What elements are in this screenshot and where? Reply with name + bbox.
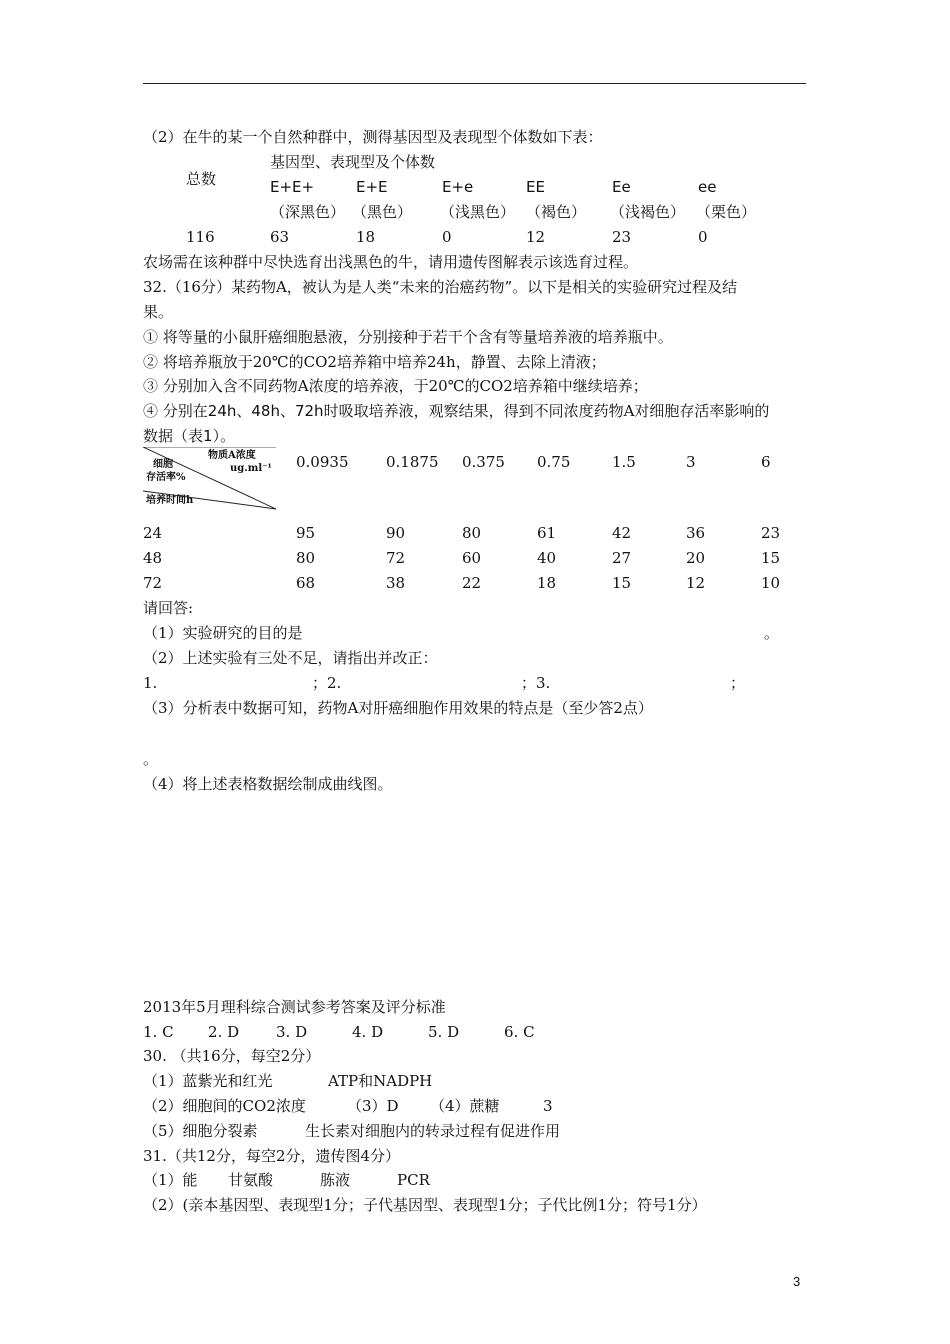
- corner-time-label: 培养时间h: [146, 495, 194, 506]
- rate-cell: 27: [612, 549, 632, 567]
- phenotype-cell: （深黑色）: [270, 203, 346, 221]
- q30-answer: （5）细胞分裂素: [143, 1122, 258, 1140]
- rate-cell: 23: [761, 524, 781, 542]
- genotype-cell: E+e: [442, 178, 474, 196]
- q32-step-3: ③ 分别加入含不同药物A浓度的培养液，于20℃的CO2培养箱中继续培养；: [143, 377, 648, 395]
- q30-answer: ATP和NADPH: [328, 1072, 433, 1090]
- phenotype-cell: （浅黑色）: [440, 203, 516, 221]
- q32-step-4-line2: [143, 426, 235, 446]
- time-cell: 24: [143, 524, 163, 542]
- rate-cell: 72: [386, 549, 406, 567]
- rate-cell: 12: [686, 574, 706, 592]
- mc-answer: 4. D: [352, 1023, 384, 1041]
- genotype-cell: E+E: [356, 178, 388, 196]
- conc-header: 0.375: [462, 453, 505, 471]
- phenotype-cell: （浅褐色）: [610, 203, 686, 221]
- q31-answer: 甘氨酸: [228, 1171, 274, 1189]
- answers-title: 2013年5月理科综合测试参考答案及评分标准: [143, 998, 446, 1016]
- q30-answer: （1）蓝紫光和红光: [143, 1072, 273, 1090]
- conc-header: 1.5: [612, 453, 636, 471]
- rate-cell: 20: [686, 549, 706, 567]
- q31-heading: 31.（共12分，每空2分，遗传图4分）: [143, 1147, 401, 1165]
- corner-concentration-label: 物质A浓度: [208, 450, 256, 461]
- question-3: （3）分析表中数据可知，药物A对肝癌细胞作用效果的特点是（至少答2点）: [143, 699, 653, 717]
- table-total-value: 116: [186, 228, 215, 246]
- q31-task: 农场需在该种群中尽快选育出浅黑色的牛，请用遗传图解表示该选育过程。: [143, 253, 639, 271]
- q31-answer-2: （2）(亲本基因型、表现型1分；子代基因型、表现型1分；子代比例1分；符号1分）: [143, 1196, 707, 1214]
- question-2-blank-3: ；3.: [521, 674, 551, 692]
- q31-answer: 胨液: [320, 1171, 351, 1189]
- step4-line2-suffix: ）。: [212, 427, 236, 445]
- mc-answer: 2. D: [208, 1023, 240, 1041]
- step4-prefix: ④ 分别在: [143, 402, 208, 420]
- header-rule: [143, 83, 806, 84]
- time-cell: 48: [143, 549, 163, 567]
- genotype-cell: EE: [526, 178, 545, 196]
- count-cell: 0: [442, 228, 452, 246]
- rate-cell: 15: [612, 574, 632, 592]
- rate-cell: 80: [296, 549, 316, 567]
- answer-prompt: 请回答:: [143, 599, 194, 617]
- corner-unit-label: ug.ml⁻¹: [230, 463, 272, 474]
- q32-step-1: ① 将等量的小鼠肝癌细胞悬液，分别接种于若干个含有等量培养液的培养瓶中。: [143, 328, 673, 346]
- conc-header: 0.0935: [296, 453, 349, 471]
- question-2-end: ；: [730, 674, 746, 692]
- q31-answer: PCR: [397, 1171, 430, 1189]
- step4-line2-prefix: 数据（表: [143, 427, 204, 445]
- phenotype-cell: （栗色）: [696, 203, 757, 221]
- question-2-blank-1: 1.: [143, 674, 158, 692]
- conc-header: 0.75: [537, 453, 571, 471]
- question-1: （1）实验研究的目的是: [143, 624, 303, 642]
- conc-header: 0.1875: [386, 453, 439, 471]
- rate-cell: 10: [761, 574, 781, 592]
- q32-stem-line1: 32.（16分）某药物A，被认为是人类“未来的治癌药物”。以下是相关的实验研究过程及结: [143, 278, 738, 296]
- count-cell: 18: [356, 228, 376, 246]
- mc-answer: 1. C: [143, 1023, 174, 1041]
- corner-rate-label-1: 细胞: [153, 459, 173, 470]
- count-cell: 0: [698, 228, 708, 246]
- mc-answer: 3. D: [276, 1023, 308, 1041]
- q32-step-4: [143, 401, 769, 421]
- count-cell: 23: [612, 228, 632, 246]
- question-2-blank-2: ；2.: [312, 674, 342, 692]
- count-cell: 63: [270, 228, 290, 246]
- table-number: 1: [203, 427, 213, 445]
- conc-header: 3: [686, 453, 696, 471]
- page-number: 3: [793, 1274, 801, 1289]
- rate-cell: 60: [462, 549, 482, 567]
- q30-answer: （2）细胞间的CO2浓度: [143, 1097, 306, 1115]
- rate-cell: 22: [462, 574, 482, 592]
- genotype-cell: ee: [698, 178, 717, 196]
- time-cell: 72: [143, 574, 163, 592]
- rate-cell: 95: [296, 524, 316, 542]
- q30-answer: 生长素对细胞内的转录过程有促进作用: [305, 1122, 561, 1140]
- step4-times: 24h、48h、72h: [207, 402, 324, 420]
- q31-answer: （1）能: [143, 1171, 198, 1189]
- mc-answer: 6. C: [504, 1023, 535, 1041]
- rate-cell: 68: [296, 574, 316, 592]
- table-group-header: 基因型、表现型及个体数: [270, 153, 436, 171]
- q30-answer: 3: [543, 1097, 553, 1115]
- table-total-header: 总数: [186, 170, 217, 188]
- rate-cell: 61: [537, 524, 557, 542]
- rate-cell: 36: [686, 524, 706, 542]
- rate-cell: 40: [537, 549, 557, 567]
- rate-cell: 38: [386, 574, 406, 592]
- rate-cell: 90: [386, 524, 406, 542]
- question-4: （4）将上述表格数据绘制成曲线图。: [143, 775, 393, 793]
- rate-cell: 15: [761, 549, 781, 567]
- q31-part2-intro: （2）在牛的某一个自然种群中，测得基因型及表现型个体数如下表：: [143, 128, 603, 146]
- phenotype-cell: （褐色）: [526, 203, 587, 221]
- q32-step-2: ② 将培养瓶放于20℃的CO2培养箱中培养24h，静置、去除上清液；: [143, 353, 606, 371]
- q30-answer: （3）D: [347, 1097, 399, 1115]
- table-corner-header: [143, 447, 276, 513]
- rate-cell: 80: [462, 524, 482, 542]
- rate-cell: 42: [612, 524, 632, 542]
- genotype-cell: Ee: [612, 178, 631, 196]
- q30-answer: （4）蔗糖: [430, 1097, 500, 1115]
- mc-answer: 5. D: [428, 1023, 460, 1041]
- genotype-cell: E+E+: [270, 178, 315, 196]
- step4-suffix: 时吸取培养液，观察结果，得到不同浓度药物A对细胞存活率影响的: [323, 402, 770, 420]
- question-1-end: 。: [764, 624, 780, 642]
- q30-heading: 30. （共16分，每空2分）: [143, 1047, 321, 1065]
- question-2: （2）上述实验有三处不足，请指出并改正：: [143, 649, 438, 667]
- conc-header: 6: [761, 453, 771, 471]
- corner-rate-label-2: 存活率%: [146, 472, 186, 483]
- question-3-end: 。: [143, 750, 159, 768]
- count-cell: 12: [526, 228, 546, 246]
- rate-cell: 18: [537, 574, 557, 592]
- q32-stem-line2: 果。: [143, 303, 174, 321]
- phenotype-cell: （黑色）: [352, 203, 413, 221]
